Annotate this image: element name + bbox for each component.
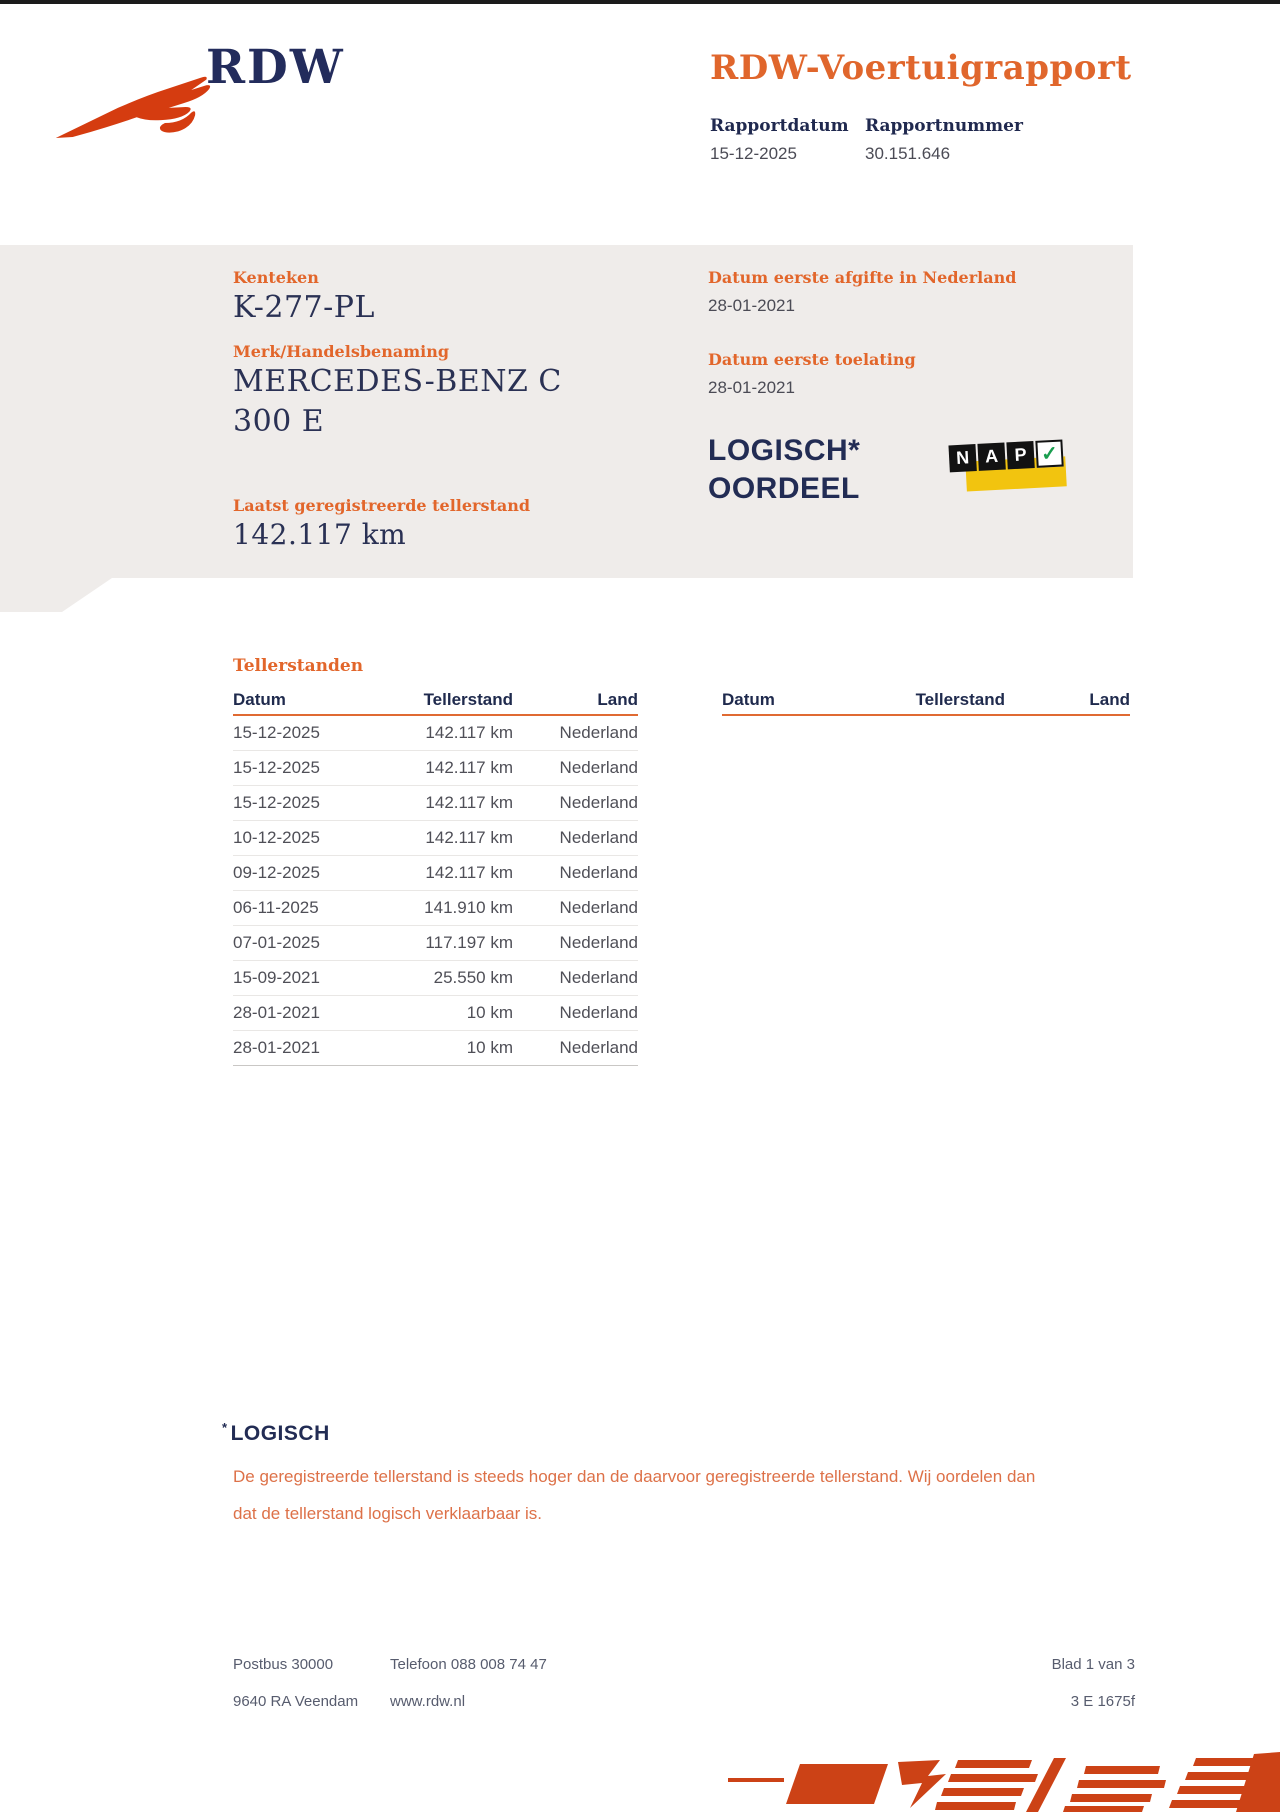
table-body bbox=[233, 716, 638, 1066]
merk-value-line1: MERCEDES-BENZ C bbox=[233, 364, 562, 399]
table-row bbox=[233, 926, 638, 961]
row-odometer: 10 km bbox=[466, 1038, 513, 1057]
footer-website: www.rdw.nl bbox=[390, 1693, 466, 1710]
toelating-label: Datum eerste toelating bbox=[708, 350, 916, 369]
oordeel-line1: LOGISCH* bbox=[708, 434, 861, 467]
table-row bbox=[233, 961, 638, 996]
vehicle-summary-panel bbox=[0, 245, 1133, 612]
row-country: Nederland bbox=[559, 1003, 638, 1022]
row-odometer: 25.550 km bbox=[433, 968, 513, 987]
row-country: Nederland bbox=[559, 863, 638, 882]
column-header-datum: Datum bbox=[233, 690, 286, 709]
column-header-tellerstand: Tellerstand bbox=[915, 690, 1005, 709]
column-header-land: Land bbox=[597, 690, 638, 709]
footer-phone: Telefoon 088 008 74 47 bbox=[390, 1656, 547, 1673]
laatste-tellerstand-label: Laatst geregistreerde tellerstand bbox=[233, 496, 531, 515]
tellerstanden-table-second-column bbox=[722, 690, 1130, 716]
rdw-wing-icon bbox=[52, 52, 212, 144]
row-date: 15-09-2021 bbox=[233, 968, 320, 987]
merk-value-line2: 300 E bbox=[233, 404, 325, 439]
afgifte-label: Datum eerste afgifte in Nederland bbox=[708, 268, 1017, 287]
table-row bbox=[233, 891, 638, 926]
laatste-tellerstand-value: 142.117 km bbox=[233, 518, 407, 551]
column-header-tellerstand: Tellerstand bbox=[423, 690, 513, 709]
nap-letter-n: N bbox=[948, 444, 976, 472]
row-date: 07-01-2025 bbox=[233, 933, 320, 952]
table-row bbox=[233, 856, 638, 891]
toelating-value: 28-01-2021 bbox=[708, 378, 795, 397]
merk-label: Merk/Handelsbenaming bbox=[233, 342, 450, 361]
document-title: RDW-Voertuigrapport bbox=[710, 48, 1132, 88]
row-odometer: 142.117 km bbox=[425, 758, 513, 777]
kenteken-label: Kenteken bbox=[233, 268, 319, 287]
row-date: 28-01-2021 bbox=[233, 1003, 320, 1022]
row-country: Nederland bbox=[559, 898, 638, 917]
report-date-value: 15-12-2025 bbox=[710, 144, 797, 163]
table-row bbox=[233, 786, 638, 821]
table-row bbox=[233, 751, 638, 786]
column-header-land: Land bbox=[1089, 690, 1130, 709]
row-date: 15-12-2025 bbox=[233, 723, 320, 742]
row-country: Nederland bbox=[559, 793, 638, 812]
row-odometer: 142.117 km bbox=[425, 793, 513, 812]
logisch-heading bbox=[222, 1420, 330, 1446]
row-date: 15-12-2025 bbox=[233, 793, 320, 812]
row-odometer: 142.117 km bbox=[425, 723, 513, 742]
row-odometer: 10 km bbox=[466, 1003, 513, 1022]
row-date: 06-11-2025 bbox=[233, 898, 319, 917]
row-odometer: 142.117 km bbox=[425, 828, 513, 847]
logisch-asterisk: * bbox=[222, 1420, 228, 1435]
rdw-logo-text: RDW bbox=[206, 40, 345, 95]
row-country: Nederland bbox=[559, 723, 638, 742]
footer-page-indicator: Blad 1 van 3 bbox=[1051, 1656, 1135, 1673]
row-odometer: 117.197 km bbox=[425, 933, 513, 952]
report-number-value: 30.151.646 bbox=[865, 144, 951, 163]
table-header-row bbox=[233, 690, 638, 716]
row-country: Nederland bbox=[559, 828, 638, 847]
tellerstanden-section-title: Tellerstanden bbox=[233, 656, 364, 676]
row-odometer: 142.117 km bbox=[425, 863, 513, 882]
report-date-label: Rapportdatum bbox=[710, 116, 849, 136]
page-top-border bbox=[0, 0, 1280, 4]
tellerstanden-table bbox=[233, 690, 638, 1066]
nap-letter-p: P bbox=[1006, 441, 1034, 469]
table-row bbox=[233, 1031, 638, 1066]
footer-form-code: 3 E 1675f bbox=[1070, 1693, 1135, 1710]
nap-check-icon: ✓ bbox=[1035, 439, 1063, 467]
report-number-label: Rapportnummer bbox=[865, 116, 1023, 136]
nap-letter-a: A bbox=[977, 443, 1005, 471]
footer-postbus: Postbus 30000 bbox=[233, 1656, 334, 1673]
row-country: Nederland bbox=[559, 933, 638, 952]
afgifte-value: 28-01-2021 bbox=[708, 296, 795, 315]
kenteken-value: K-277-PL bbox=[233, 290, 375, 325]
row-country: Nederland bbox=[559, 1038, 638, 1057]
table-row bbox=[233, 716, 638, 751]
logisch-heading-text: LOGISCH bbox=[230, 1422, 330, 1445]
row-country: Nederland bbox=[559, 758, 638, 777]
logisch-explanation: De geregistreerde tellerstand is steeds hoger dan de daarvoor geregistreerde tellerstand. Wij oordelen dan dat de tellerstand logisch verklaarbaar is. bbox=[233, 1467, 1036, 1523]
row-date: 15-12-2025 bbox=[233, 758, 320, 777]
oordeel-line2: OORDEEL bbox=[708, 472, 860, 505]
column-header-datum: Datum bbox=[722, 690, 775, 709]
table-row bbox=[233, 821, 638, 856]
footer-city: 9640 RA Veendam bbox=[233, 1693, 359, 1710]
row-date: 28-01-2021 bbox=[233, 1038, 320, 1057]
row-date: 10-12-2025 bbox=[233, 828, 320, 847]
row-odometer: 141.910 km bbox=[424, 898, 513, 917]
nap-logo bbox=[948, 439, 1081, 508]
row-country: Nederland bbox=[559, 968, 638, 987]
row-date: 09-12-2025 bbox=[233, 863, 320, 882]
table-row bbox=[233, 996, 638, 1031]
footer-deco-stripes-icon bbox=[640, 1752, 1280, 1812]
table-header-row bbox=[722, 690, 1130, 716]
